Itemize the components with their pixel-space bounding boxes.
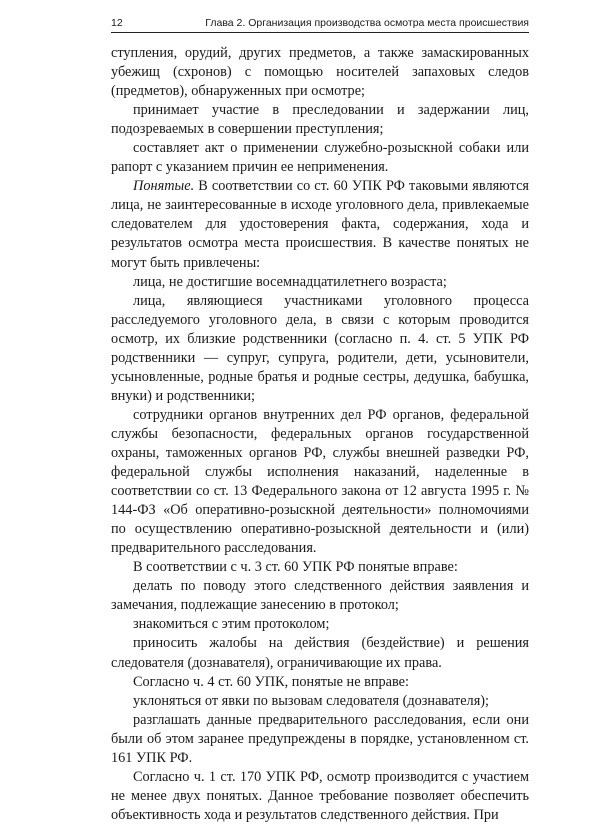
paragraph: составляет акт о применении служебно-розыскной собаки или рапорт с указанием причин ее неприменения.	[111, 140, 529, 176]
paragraph: лица, не достигшие восемнадцатилетнего возраста;	[133, 273, 447, 290]
paragraph: В соответствии с ч. 3 ст. 60 УПК РФ понятые вправе:	[133, 559, 458, 576]
paragraph: Согласно ч. 4 ст. 60 УПК, понятые не вправе:	[133, 673, 410, 690]
body-text	[111, 44, 529, 825]
paragraph: делать по поводу этого следственного действия заявления и замечания, подлежащие занесению в протокол;	[111, 578, 529, 614]
paragraph: принимает участие в преследовании и задержании лиц, подозреваемых в совершении преступления;	[111, 102, 529, 138]
paragraph: ступления, орудий, других предметов, а также замаскированных убежищ (схронов) с помощью носителей запаховых следов (предметов), обнаруженных при осмотре;	[111, 45, 529, 100]
paragraph: знакомиться с этим протоколом;	[133, 616, 330, 633]
running-title: Глава 2. Организация производства осмотра места происшествия	[205, 17, 529, 29]
page-number: 12	[111, 17, 123, 29]
paragraph: приносить жалобы на действия (бездействие) и решения следователя (дознавателя), ограничивающие их права.	[111, 635, 529, 671]
paragraph: Понятые. В соответствии со ст. 60 УПК РФ таковыми являются лица, не заинтересованные в исходе уголовного дела, привлекаемые следователем для удостоверения факта, содержания, хода и результатов осмотра места происшествия. В качестве понятых не могут быть привлечены:	[111, 178, 529, 271]
paragraph: сотрудники органов внутренних дел РФ органов, федеральной службы безопасности, федеральных органов государственной охраны, таможенных органов РФ, службы внешней разведки РФ, федеральной службы исполнения наказаний, наделенные в соответствии со ст. 13 Федерального закона от 12 августа 1995 г. № 144-ФЗ «Об оперативно-розыскной деятельности» полномочиями по осуществлению оперативно-розыскной деятельности и (или) предварительного расследования.	[111, 406, 529, 557]
paragraph: лица, являющиеся участниками уголовного процесса расследуемого уголовного дела, в связи с которым проводится осмотр, их близкие родственники (согласно п. 4. ст. 5 УПК РФ родственники — супруг, супруга, родители, дети, усыновители, усыновленные, родные братья и родные сестры, дедушка, бабушка, внуки) и родственники;	[111, 292, 529, 404]
paragraph: уклоняться от явки по вызовам следователя (дознавателя);	[133, 692, 489, 709]
term-lead: Понятые.	[133, 178, 195, 195]
running-header	[111, 14, 529, 33]
paragraph: разглашать данные предварительного расследования, если они были об этом заранее предупреждены в порядке, установленном ст. 161 УПК РФ.	[111, 711, 529, 766]
paragraph: Согласно ч. 1 ст. 170 УПК РФ, осмотр производится с участием не менее двух понятых. Данное требование позволяет обеспечить объективность хода и результатов следственного действия. При	[111, 768, 529, 823]
